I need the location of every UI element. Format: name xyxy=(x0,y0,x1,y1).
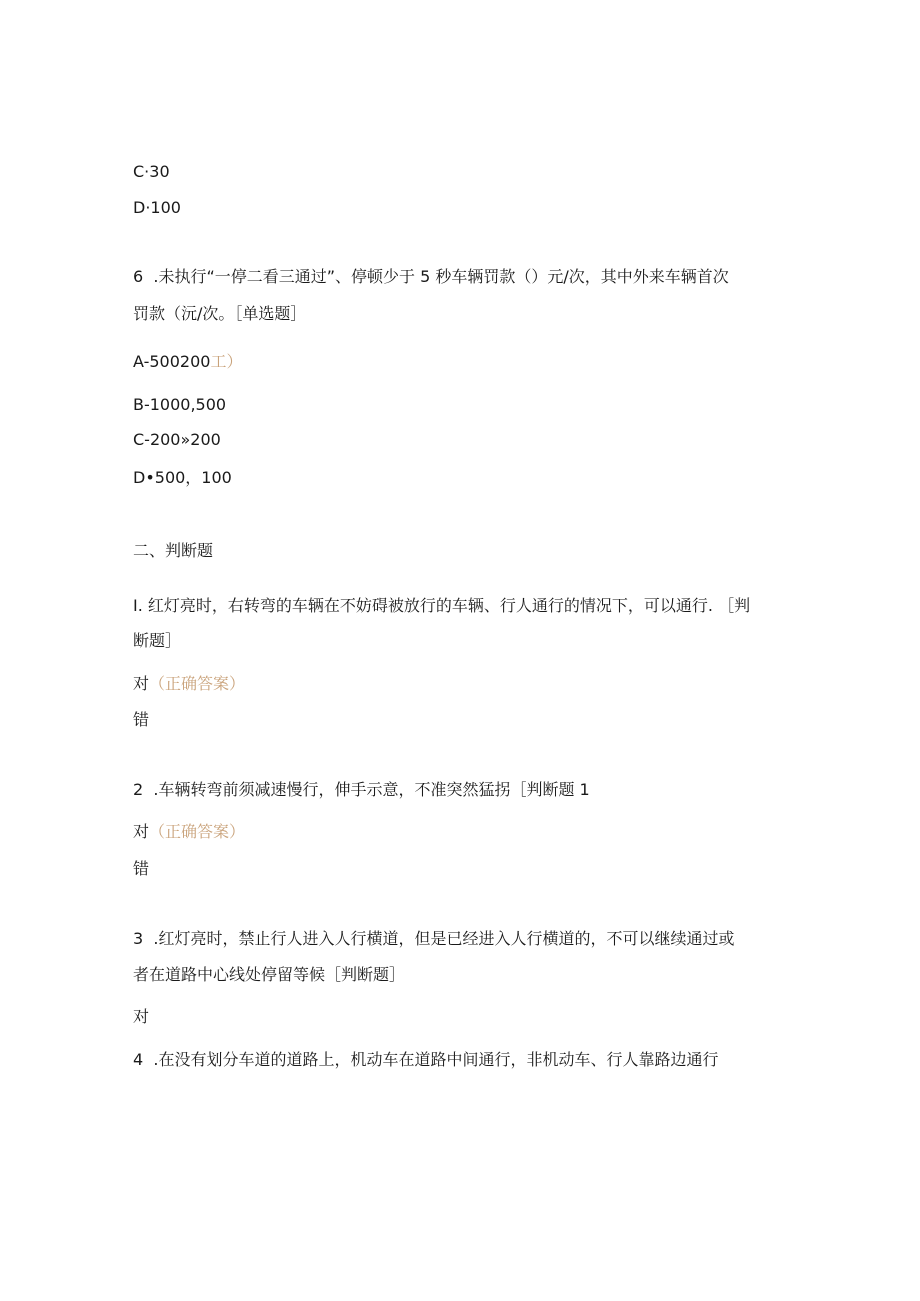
judge-q2-true-text: 对 xyxy=(133,822,150,841)
correct-answer-mark: （正确答案） xyxy=(149,674,246,693)
judge-q2-false: 错 xyxy=(133,859,150,878)
question-6-line-1: 6 .未执行“一停二看三通过”、停顿少于 5 秒车辆罚款（）元/次，其中外来车辆首次 xyxy=(133,267,729,286)
option-a-text: A-500200 xyxy=(133,352,211,371)
option-b: B-1000,500 xyxy=(133,395,227,414)
judge-q4-line-1: 4 .在没有划分车道的道路上，机动车在道路中间通行，非机动车、行人靠路边通行 xyxy=(133,1050,719,1069)
judge-q2-true xyxy=(133,822,245,842)
judge-q3-line-2: 者在道路中心线处停留等候［判断题］ xyxy=(133,965,406,984)
option-c-prev: C·30 xyxy=(133,162,170,181)
correct-answer-mark: （正确答案） xyxy=(149,822,246,841)
judge-q3-true: 对 xyxy=(133,1007,150,1026)
judge-q1-true xyxy=(133,674,245,694)
judge-q1-true-text: 对 xyxy=(133,674,150,693)
judge-q1-line-1: I. 红灯亮时，右转弯的车辆在不妨碍被放行的车辆、行人通行的情况下，可以通行. ［判 xyxy=(133,596,751,615)
question-6-line-2: 罚款（沅/次。［单选题］ xyxy=(133,304,307,323)
judge-q1-line-2: 断题］ xyxy=(133,631,182,650)
option-c: C-200»200 xyxy=(133,430,221,449)
judge-q3-line-1: 3 .红灯亮时，禁止行人进入人行横道，但是已经进入人行横道的，不可以继续通过或 xyxy=(133,929,735,948)
option-a-mark: 工） xyxy=(210,352,243,371)
section-title: 二、判断题 xyxy=(133,541,214,560)
option-d-prev: D·100 xyxy=(133,198,181,217)
judge-q2-line-1: 2 .车辆转弯前须减速慢行，伸手示意，不准突然猛拐［判断题 1 xyxy=(133,780,590,799)
option-a xyxy=(133,352,242,372)
option-d: D•500，100 xyxy=(133,468,232,487)
judge-q1-false: 错 xyxy=(133,710,150,729)
